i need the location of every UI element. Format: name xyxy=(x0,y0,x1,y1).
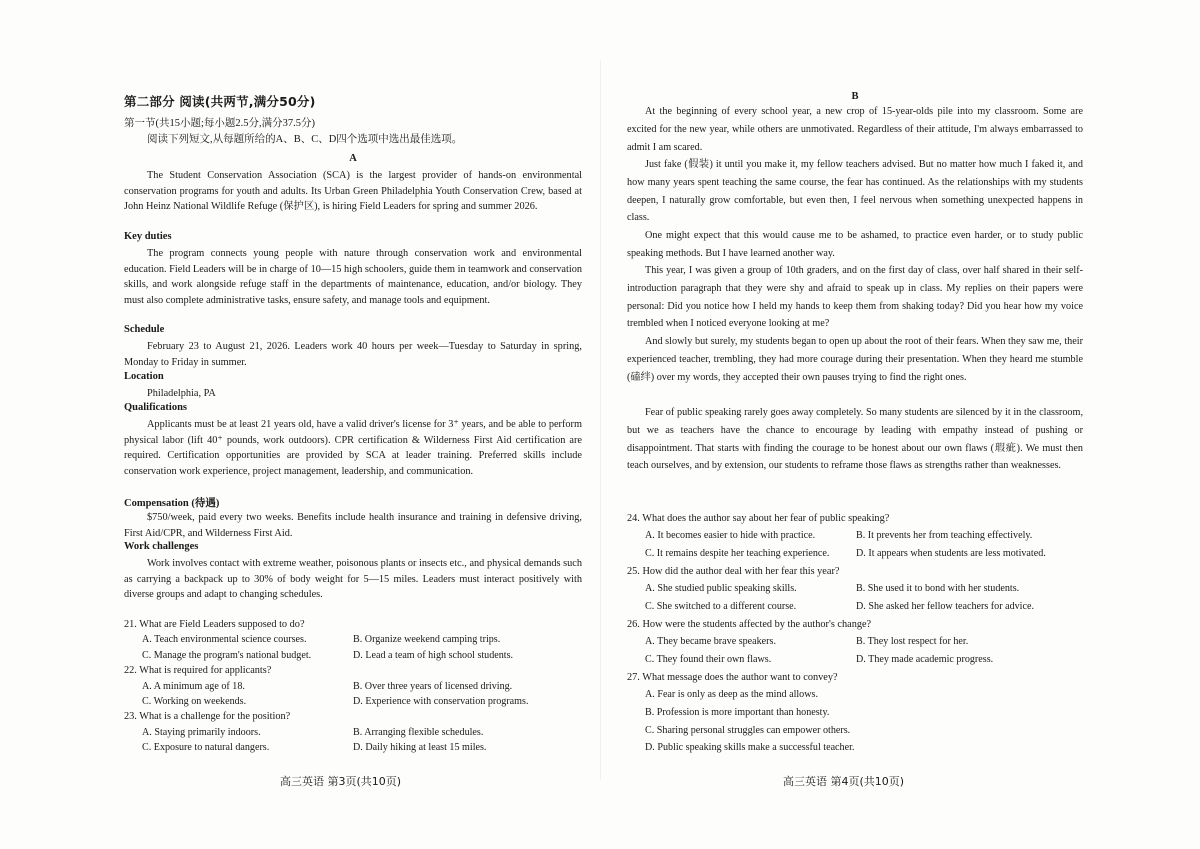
page-footer-right: 高三英语 第4页(共10页) xyxy=(783,775,905,788)
question-27-option-b[interactable]: B. Profession is more important than honesty. xyxy=(645,707,830,718)
compensation-heading: Compensation (待遇) xyxy=(124,498,220,509)
question-21-stem: 21. What are Field Leaders supposed to do? xyxy=(124,619,305,630)
question-25-stem: 25. How did the author deal with her fear this year? xyxy=(627,566,840,577)
question-22-option-a[interactable]: A. A minimum age of 18. xyxy=(142,681,245,692)
question-24-option-b[interactable]: B. It prevents her from teaching effectively. xyxy=(856,530,1033,541)
question-26-option-a[interactable]: A. They became brave speakers. xyxy=(645,636,776,647)
challenges-heading: Work challenges xyxy=(124,541,199,552)
question-22-option-b[interactable]: B. Over three years of licensed driving. xyxy=(353,681,513,692)
question-21-option-d[interactable]: D. Lead a team of high school students. xyxy=(353,650,514,661)
question-23-stem: 23. What is a challenge for the position? xyxy=(124,711,291,722)
location-heading: Location xyxy=(124,371,164,382)
question-22-option-d[interactable]: D. Experience with conservation programs. xyxy=(353,696,529,707)
question-22-stem: 22. What is required for applicants? xyxy=(124,665,272,676)
passage-b-paragraph: And slowly but surely, my students began to open up about the root of their fears. When they saw me, their experienced teacher, trembling, they had more courage during their presentation. When they heard me stumble (磕绊) over my words, they accepted their own pauses trying to find the right ones. xyxy=(627,336,1083,383)
question-22-option-c[interactable]: C. Working on weekends. xyxy=(142,696,247,707)
passage-a-intro: The Student Conservation Association (SCA) is the largest provider of hands-on environmental conservation programs for youth and adults. Its Urban Green Philadelphia Youth Conservation Crew, based at John Heinz National Wildlife Refuge (保护区), is hiring Field Leaders for spring and summer 2026. xyxy=(124,170,582,212)
question-25-option-c[interactable]: C. She switched to a different course. xyxy=(645,601,797,612)
question-23-option-a[interactable]: A. Staying primarily indoors. xyxy=(142,727,261,738)
key-duties-text: The program connects young people with nature through conservation work and environmental education. Field Leaders will be in charge of 10—15 high schoolers, guide them in teamwork and conservation skills, and work alongside refuge staff in the departments of maintenance, education, and/or biology. They must also complete administrative tasks, ensure safety, and manage tools and equipment. xyxy=(124,248,582,306)
schedule-text: February 23 to August 21, 2026. Leaders work 40 hours per week—Tuesday to Saturday in spring, Monday to Friday in summer. xyxy=(124,341,582,368)
question-23-option-b[interactable]: B. Arranging flexible schedules. xyxy=(353,727,484,738)
question-24-option-a[interactable]: A. It becomes easier to hide with practice. xyxy=(645,530,816,541)
question-24-stem: 24. What does the author say about her fear of public speaking? xyxy=(627,513,890,524)
question-23-option-c[interactable]: C. Exposure to natural dangers. xyxy=(142,742,270,753)
instruction: 阅读下列短文,从每题所给的A、B、C、D四个选项中选出最佳选项。 xyxy=(147,134,463,145)
question-25-option-b[interactable]: B. She used it to bond with her students. xyxy=(856,583,1020,594)
question-25-option-d[interactable]: D. She asked her fellow teachers for advice. xyxy=(856,601,1034,612)
compensation-text: $750/week, paid every two weeks. Benefits include health insurance and training in defensive driving, First Aid/CPR, and Wilderness First Aid. xyxy=(124,512,582,539)
question-27-option-c[interactable]: C. Sharing personal struggles can empower others. xyxy=(645,725,851,736)
question-21-option-a[interactable]: A. Teach environmental science courses. xyxy=(142,634,307,645)
question-24-option-c[interactable]: C. It remains despite her teaching experience. xyxy=(645,548,830,559)
qualifications-text: Applicants must be at least 21 years old, have a valid driver's license for 3⁺ years, and be able to perform physical labor (lift 40⁺ pounds, work outdoors). CPR certification & Wilderness First Aid certification are required. Certification opportunities are provided by SCA at leader training. Preferred skills include conservation work experience, project management, leadership, and communication. xyxy=(124,419,582,477)
passage-b-paragraph: At the beginning of every school year, a new crop of 15-year-olds pile into my classroom. Some are excited for the new year, while others are unmotivated. Regardless of their attitude, I'm always embarrassed to admit I am scared. xyxy=(627,106,1083,153)
question-26-option-b[interactable]: B. They lost respect for her. xyxy=(856,636,969,647)
section-title: 第二部分 阅读(共两节,满分50分) xyxy=(124,94,316,109)
qualifications-heading: Qualifications xyxy=(124,402,188,413)
question-26-option-d[interactable]: D. They made academic progress. xyxy=(856,654,994,665)
question-26-stem: 26. How were the students affected by the author's change? xyxy=(627,619,872,630)
location-text: Philadelphia, PA xyxy=(147,388,216,399)
question-24-option-d[interactable]: D. It appears when students are less motivated. xyxy=(856,548,1046,559)
question-27-stem: 27. What message does the author want to convey? xyxy=(627,672,838,683)
passage-b-paragraph: Just fake (假装) it until you make it, my fellow teachers advised. But no matter how much I faked it, and how many years spent teaching the same course, the fear has continued. As the relationships with my students deepen, I naturally grow comfortable, but even then, I feel nervous when something unexpected happens in class. xyxy=(627,159,1083,224)
passage-label-b: B xyxy=(851,91,859,102)
passage-label-a: A xyxy=(349,153,357,164)
question-23-option-d[interactable]: D. Daily hiking at least 15 miles. xyxy=(353,742,487,753)
question-21-option-c[interactable]: C. Manage the program's national budget. xyxy=(142,650,312,661)
page-footer-left: 高三英语 第3页(共10页) xyxy=(280,775,402,788)
passage-b-paragraph: This year, I was given a group of 10th graders, and on the first day of class, over half shared in their self-introduction paragraph that they were shy and afraid to speak up in class. My replies on their papers were personal: Did you notice how I held my hands to keep them from shaking today? Did you hear how my voice trembled when I noticed everyone looking at me? xyxy=(627,265,1083,330)
question-26-option-c[interactable]: C. They found their own flaws. xyxy=(645,654,772,665)
schedule-heading: Schedule xyxy=(124,324,165,335)
question-21-option-b[interactable]: B. Organize weekend camping trips. xyxy=(353,634,501,645)
question-27-option-d[interactable]: D. Public speaking skills make a successful teacher. xyxy=(645,742,855,753)
subsection-title: 第一节(共15小题;每小题2.5分,满分37.5分) xyxy=(124,118,316,129)
passage-b-paragraph: One might expect that this would cause me to be ashamed, to practice even harder, or to study public speaking methods. But I have learned another way. xyxy=(627,230,1083,259)
challenges-text: Work involves contact with extreme weather, poisonous plants or insects etc., and physical demands such as carrying a backpack up to 30% of body weight for 5—15 miles. Leaders must interact positively with diverse groups and adapt to changing schedules. xyxy=(124,558,582,600)
question-27-option-a[interactable]: A. Fear is only as deep as the mind allows. xyxy=(645,689,818,700)
question-25-option-a[interactable]: A. She studied public speaking skills. xyxy=(645,583,797,594)
page-divider xyxy=(600,60,601,780)
key-duties-heading: Key duties xyxy=(124,231,172,242)
passage-b-paragraph: Fear of public speaking rarely goes away completely. So many students are silenced by it in the classroom, but we as teachers have the chance to encourage by leading with empathy instead of pushing or disappointment. That starts with finding the courage to be honest about our own flaws (瑕疵). We must then teach ourselves, and by extension, our students to reframe those flaws as strengths rather than weaknesses. xyxy=(627,407,1083,472)
